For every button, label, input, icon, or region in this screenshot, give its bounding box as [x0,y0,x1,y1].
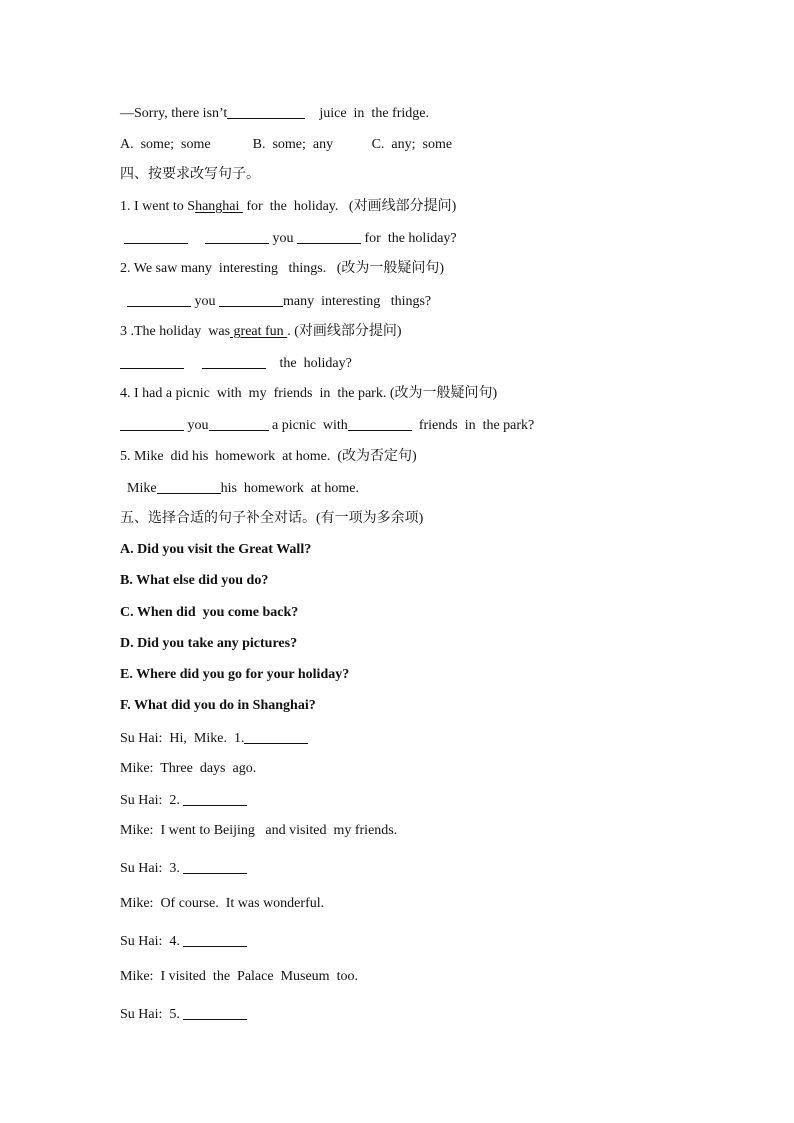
q3-underlined: great fun [230,324,288,339]
choice-f: F. What did you do in Shanghai? [120,698,316,713]
q1-text: 1. I went to S [120,199,196,214]
choice-e: E. Where did you go for your holiday? [120,667,350,682]
dialogue-line [120,791,247,810]
question-text: —Sorry, there isn’t [120,106,228,121]
answer-blank [297,229,361,244]
answer-text: Mike [120,481,157,496]
dialogue-line [120,1005,247,1024]
dialogue-text: Su Hai: 4. [120,934,184,949]
q1-underlined: hanghai [195,199,243,214]
question-line [120,104,429,123]
section-5-title: 五、选择合适的句子补全对话。(有一项为多余项) [120,511,424,526]
dialogue-line [120,729,308,748]
rewrite-q4-answer [120,416,534,435]
choice-d: D. Did you take any pictures? [120,636,298,651]
dialogue-text: Su Hai: 5. [120,1007,184,1022]
dialogue-line: Mike: Three days ago. [120,761,257,776]
answer-blank [209,416,269,431]
dialogue-line: Mike: I went to Beijing and visited my friends. [120,823,398,838]
choice-b: B. What else did you do? [120,573,269,588]
rewrite-q1 [120,198,456,216]
rewrite-q2-answer [120,292,431,311]
answer-text: you [184,418,209,433]
answer-text: you [269,231,297,246]
dialogue-text: Su Hai: 3. [120,861,184,876]
q3-text-end: . (对画线部分提问) [287,324,402,339]
q1-text-end: for the holiday. (对画线部分提问) [242,199,457,214]
answer-text: you [191,294,219,309]
answer-blank [120,354,184,369]
dialogue-line: Mike: I visited the Palace Museum too. [120,969,358,984]
answer-blank [183,1005,247,1020]
choice-c: C. When did you come back? [120,605,299,620]
rewrite-q3-answer [120,354,352,373]
answer-text: his homework at home. [220,481,359,496]
dialogue-line [120,932,247,951]
rewrite-q2: 2. We saw many interesting things. (改为一般疑问句) [120,261,445,276]
rewrite-q5-answer [120,479,359,498]
dialogue-text: Su Hai: Hi, Mike. 1. [120,731,245,746]
rewrite-q5: 5. Mike did his homework at home. (改为否定句) [120,449,417,464]
rewrite-q4: 4. I had a picnic with my friends in the park. (改为一般疑问句) [120,386,498,401]
rewrite-q3 [120,323,402,341]
answer-blank [183,932,247,947]
answer-blank [120,416,184,431]
dialogue-text: Su Hai: 2. [120,793,184,808]
dialogue-line: Mike: Of course. It was wonderful. [120,896,325,911]
dialogue-line [120,859,247,878]
question-text: juice in the fridge. [305,106,429,121]
answer-blank [124,229,188,244]
answer-blank [227,104,305,119]
answer-text: many interesting things? [283,294,432,309]
options-line: A. some; some B. some; any C. any; some [120,137,453,152]
answer-blank [244,729,308,744]
answer-text: a picnic with [268,418,348,433]
answer-blank [157,479,221,494]
answer-text: friends in the park? [411,418,535,433]
answer-text: for the holiday? [361,231,457,246]
answer-blank [183,791,247,806]
answer-blank [205,229,269,244]
choice-a: A. Did you visit the Great Wall? [120,542,312,557]
answer-blank [202,354,266,369]
answer-blank [219,292,283,307]
q3-text: 3 .The holiday was [120,324,231,339]
rewrite-q1-answer [120,229,457,248]
answer-text: the holiday? [265,356,352,371]
section-4-title: 四、按要求改写句子。 [120,167,260,182]
answer-blank [348,416,412,431]
answer-blank [127,292,191,307]
answer-blank [183,859,247,874]
